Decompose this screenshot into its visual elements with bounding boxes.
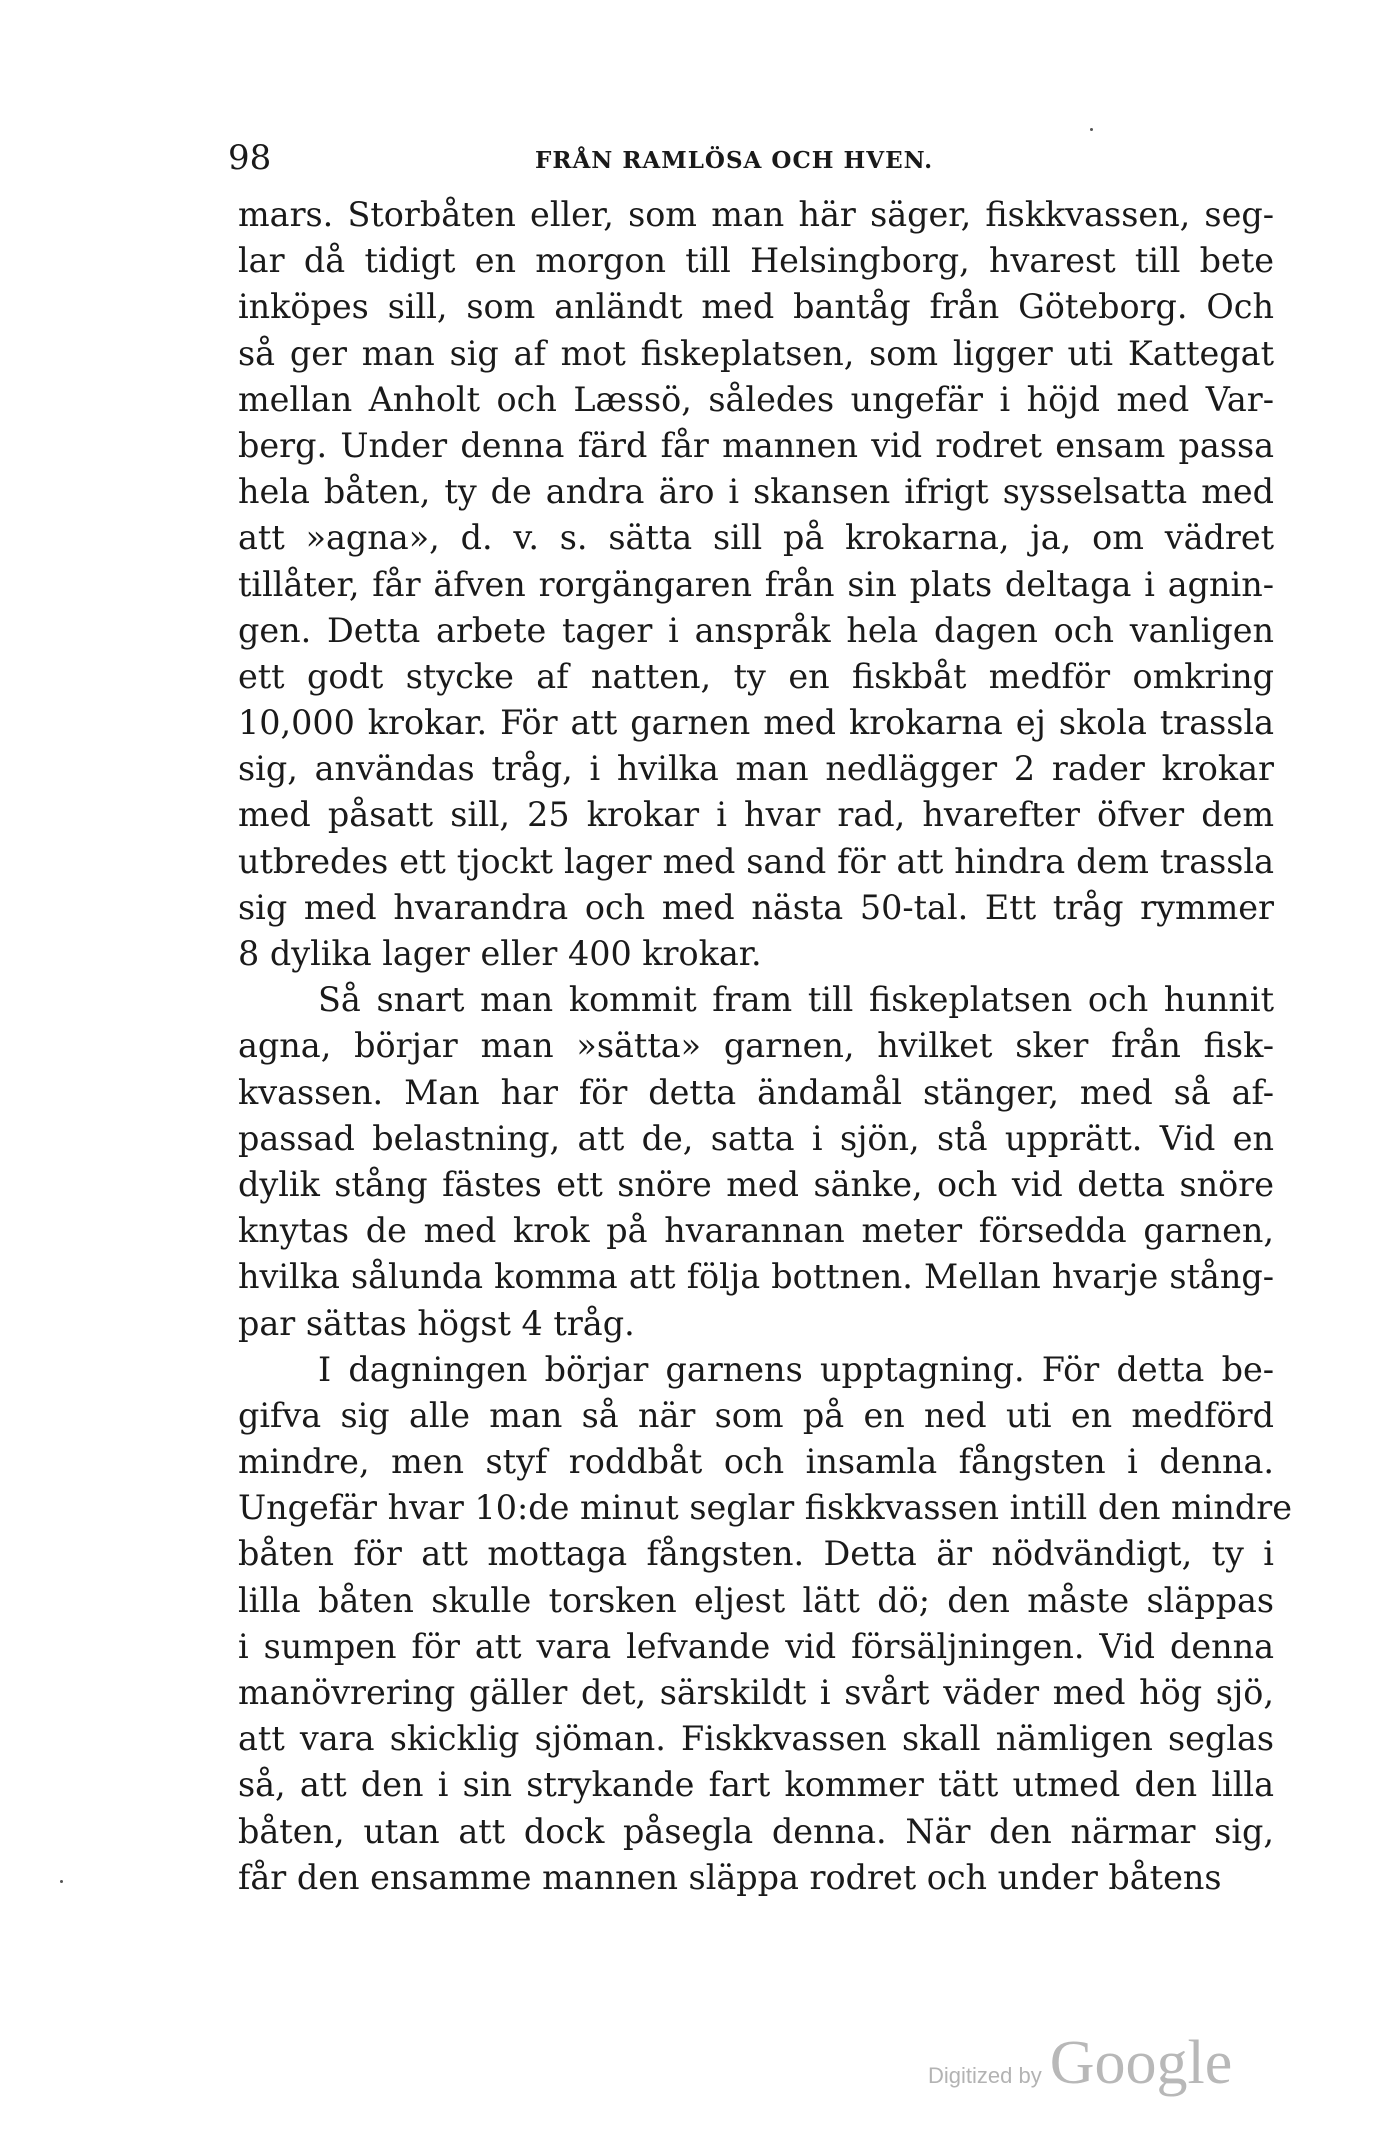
text-line: mars. Storbåten eller, som man här säger, fiskkvassen, seg- [238,195,1274,234]
print-speck [1090,128,1093,131]
text-line: berg. Under denna färd får mannen vid rodret ensam passa [238,425,1274,465]
text-line: 8 dylika lager eller 400 krokar. [238,934,762,973]
text-line: så, att den i sin strykande fart kommer tätt utmed den lilla [238,1765,1274,1805]
text-line: att »agna», d. v. s. sätta sill på krokarna, ja, om vädret [238,518,1274,558]
text-line: lilla båten skulle torsken eljest lätt dö; den måste släppas [238,1580,1274,1620]
print-speck [60,1880,63,1883]
text-line: I dagningen börjar garnens upptagning. För detta be- [318,1349,1274,1389]
text-line: får den ensamme mannen släppa rodret och under båtens [238,1857,1222,1897]
text-line: kvassen. Man har för detta ändamål stänger, med så af- [238,1072,1274,1112]
text-line: ett godt stycke af natten, ty en fiskbåt medför omkring [238,656,1274,696]
text-line: lar då tidigt en morgon till Helsingborg, hvarest till bete [238,241,1274,281]
text-line: 10,000 krokar. För att garnen med krokarna ej skola trassla [238,703,1274,743]
text-line: båten för att mottaga fångsten. Detta är nödvändigt, ty i [238,1534,1274,1574]
text-line: agna, börjar man »sätta» garnen, hvilket sker från fisk- [238,1026,1274,1066]
text-line: gifva sig alle man så när som på en ned uti en medförd [238,1395,1274,1435]
text-line: sig med hvarandra och med nästa 50-tal. Ett tråg rymmer [238,887,1274,927]
text-line: Ungefär hvar 10:de minut seglar fiskkvassen intill den mindre [238,1488,1293,1528]
text-line: gen. Detta arbete tager i anspråk hela dagen och vanligen [238,610,1274,650]
text-line: så ger man sig af mot fiskeplatsen, som ligger uti Kattegat [238,333,1274,373]
page-number: 98 [228,138,272,178]
digitized-by-text: Digitized by [928,2063,1042,2088]
text-line: manövrering gäller det, särskildt i svårt väder med hög sjö, [238,1673,1274,1712]
text-line: dylik stång fästes ett snöre med sänke, och vid detta snöre [238,1164,1274,1204]
text-line: i sumpen för att vara lefvande vid försäljningen. Vid denna [238,1626,1274,1666]
text-line: tillåter, får äfven rorgängaren från sin plats deltaga i agnin- [238,564,1274,604]
text-line: hela båten, ty de andra äro i skansen ifrigt sysselsatta med [238,472,1274,512]
running-head: FRÅN RAMLÖSA OCH HVEN. [535,147,934,174]
text-line: sig, användas tråg, i hvilka man nedlägger 2 rader krokar [238,749,1274,789]
text-line: knytas de med krok på hvarannan meter försedda garnen, [238,1211,1274,1251]
text-line: hvilka sålunda komma att följa bottnen. Mellan hvarje stång- [238,1257,1274,1297]
text-line: inköpes sill, som anländt med bantåg från Göteborg. Och [238,287,1274,327]
text-line: par sättas högst 4 tråg. [238,1303,635,1343]
text-line: Så snart man kommit fram till fiskeplatsen och hunnit [318,980,1274,1020]
text-line: mellan Anholt och Læssö, således ungefär i höjd med Var- [238,379,1274,419]
text-line: utbredes ett tjockt lager med sand för att hindra dem trassla [238,841,1274,881]
google-watermark [928,2028,1232,2099]
text-line: med påsatt sill, 25 krokar i hvar rad, hvarefter öfver dem [238,795,1274,835]
text-line: båten, utan att dock påsegla denna. När den närmar sig, [238,1811,1274,1851]
google-logo: Google [1049,2029,1233,2097]
text-line: att vara skicklig sjöman. Fiskkvassen skall nämligen seglas [238,1719,1274,1759]
text-line: mindre, men styf roddbåt och insamla fångsten i denna. [238,1442,1274,1482]
text-line: passad belastning, att de, satta i sjön, stå upprätt. Vid en [238,1118,1274,1158]
body-text [238,192,1293,1901]
